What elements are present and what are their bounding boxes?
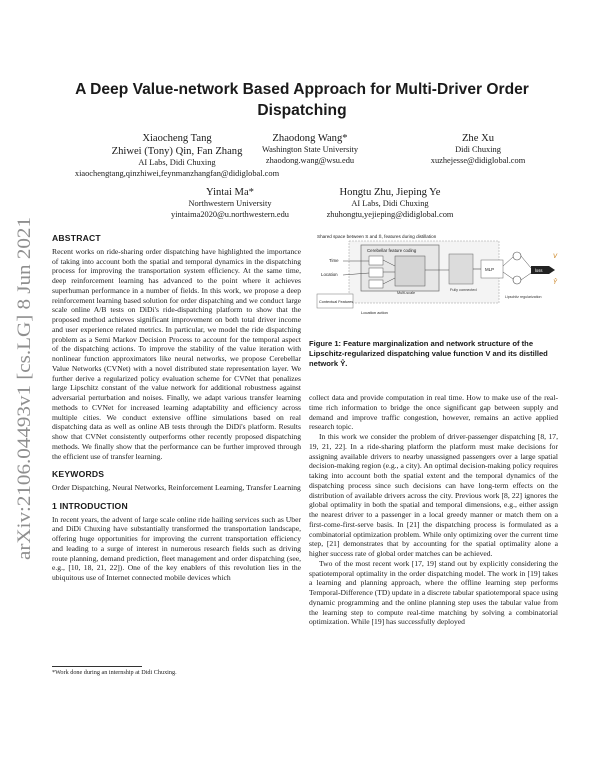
author-email: zhaodong.wang@wsu.edu	[265, 155, 355, 165]
fig-multi-label: Multi-scale	[397, 291, 416, 295]
abstract-heading: ABSTRACT	[52, 233, 101, 243]
fig-lips-label: Lipschitz regularization	[505, 295, 542, 299]
paragraph: Two of the most recent work [17, 19] stand out by explicitly considering the spatiotemporal optimality in the order dispatching model. The work in [19] takes a learning and planning approach, where the offline learning step performs Temporal-Difference (TD) update in a discrete tabular spatiotemporal space using dynamic programming and the online planning step uses the tabular value from the learning step to compute real-time matching by solving a combinatorial optimization. While [19] has successfully deployed	[309, 558, 558, 627]
author-affiliation: AI Labs, Didi Chuxing	[138, 158, 216, 167]
fig-location-action: Location action	[361, 310, 388, 315]
author-block-3	[378, 132, 578, 166]
fig-box-label: Cerebellar feature coding	[367, 248, 417, 253]
left-column	[52, 234, 301, 583]
author-email: zhuhongtu,yejieping@didiglobal.com	[326, 209, 454, 219]
keywords-text: Order Dispatching, Neural Networks, Reinforcement Learning, Transfer Learning	[52, 483, 301, 492]
author-block-5	[290, 186, 490, 220]
author-email: xuzhejesse@didiglobal.com	[430, 155, 526, 165]
author-name: Zhe Xu	[461, 133, 495, 144]
author-name: Zhaodong Wang*	[272, 133, 348, 144]
footnote: *Work done during an internship at Didi Chuxing.	[52, 669, 177, 676]
intro-heading: 1 INTRODUCTION	[52, 500, 128, 511]
fig-top-label: Shared space between S and Ŝ, features during distillation	[317, 234, 437, 239]
paragraph: collect data and provide computation in real time. How to make use of the real-time rich information to bridge the once significant gap between supply and demand and improve traffic congestion, however, remains an active applied research topic.	[309, 393, 558, 432]
author-name: Hongtu Zhu, Jieping Ye	[339, 187, 441, 198]
author-affiliation: AI Labs, Didi Chuxing	[351, 199, 429, 208]
author-affiliation: Washington State University	[261, 145, 359, 154]
fig-fc-box	[449, 254, 473, 284]
author-email: xiaochengtang,qinzhiwei,feynmanzhangfan@didiglobal.com	[74, 168, 280, 178]
fig-cell	[369, 280, 383, 288]
author-affiliation: Didi Chuxing	[455, 145, 501, 154]
author-name: Xiaocheng Tang	[142, 133, 212, 144]
paragraph: In this work we consider the problem of driver-passenger dispatching [8, 17, 19, 21, 22]. In a ride-sharing platform the platform must make decisions for assigning available drivers to nearby unassigned passengers over a large spatial decision-making region (e.g., a city). An optimal decision-making policy requires taking into account both the spatial extent and the temporal dynamics of the dispatching process since such decisions can have long-term effects on the distribution of available drivers across the city. Previous work [8, 22] ignores the global optimality in both the spatial and temporal dimensions, e.g., either assign the nearest driver to a passenger in a local greedy manner or match them on a first-come-first-serve basis. In [21] the dispatching process is formulated as a combinatorial optimization problem. While only optimizing over the current time step, [21] demonstrates that by accounting for the spatial optimality alone a higher success rate of global order matches can be achieved.	[309, 432, 558, 558]
fig-vhat-label: Ŷ	[553, 280, 558, 286]
author-block-2	[220, 132, 400, 166]
arxiv-stamp-text: arXiv:2106.04493v1 [cs.LG] 8 Jun 2021	[14, 250, 35, 560]
keywords-heading: KEYWORDS	[52, 469, 105, 480]
fig-cell	[369, 256, 383, 265]
fig-mlp-label: MLP	[485, 267, 495, 272]
figure-caption: Figure 1: Feature marginalization and network structure of the Lipschitz-regularized dispatching value function V and its distilled network Ŷ.	[309, 339, 548, 368]
fig-time-label: Time	[329, 258, 339, 263]
fig-sum-node	[513, 252, 521, 260]
figure-1	[309, 232, 561, 332]
author-email: yintaima2020@u.northwestern.edu	[171, 209, 289, 219]
fig-location-label: Location	[321, 272, 338, 277]
fig-sum-node	[513, 276, 521, 284]
fig-fc-label: Fully connected	[450, 288, 477, 292]
intro-paragraph: In recent years, the advent of large scale online ride hailing services such as Uber and DiDi Chuxing have substantially transformed the transportation landscape, offering huge opportunities for improving the current transportation efficiency and leading to a surge of interest in numerous research fields such as driving route planning, demand prediction, fleet management and order dispatching (see, e.g., [10, 18, 21, 22]). One of the key enablers of this revolution lies in the ubiquitous use of Internet connected mobile devices which	[52, 514, 301, 582]
author-name: Yintai Ma*	[206, 187, 254, 198]
author-name-2: Zhiwei (Tony) Qin, Fan Zhang	[111, 146, 243, 157]
fig-cell	[369, 268, 383, 277]
fig-context-label: Contextual Features	[319, 300, 354, 304]
fig-embed	[395, 256, 425, 286]
abstract-text: Recent works on ride-sharing order dispatching have highlighted the importance of taking into account both the spatial and temporal dynamics in the dispatching process for improving the transportation system efficiency. At the same time, deep reinforcement learning has advanced to the point where it achieves superhuman performance in a number of fields. In this work, we propose a deep reinforcement learning based solution for order dispatching and we conduct large scale online A/B tests on DiDi's ride-dispatching platform to show that the proposed method achieves significant improvement on both total driver income and user experience related metrics. In particular, we model the ride dispatching problem as a Semi Markov Decision Process to account for the temporal aspect of the dispatching actions. To improve the stability of the value iteration with nonlinear function approximators like neural networks, we propose Cerebellar Value Networks (CVNet) with a novel distributed state representation layer. We further derive a regularized policy evaluation scheme for CVNet that penalizes large Lipschitz constant of the value network for additional robustness against adversarial perturbation and noises. Finally, we adapt various transfer learning methods to CVNet for increased learning adaptability and efficiency across multiple cities. We conduct extensive offline simulations based on real dispatching data as well as online AB tests through the DiDi's platform. Results show that CVNet consistently outperforms other recently proposed dispatching methods. We finally show that the performance can be further improved through the efficient use of transfer learning.	[52, 246, 301, 461]
paper-title: A Deep Value-network Based Approach for Multi-Driver Order Dispatching	[75, 81, 529, 119]
fig-v-label: V	[553, 254, 558, 260]
fig-loss-label: loss	[535, 268, 543, 273]
author-affiliation: Northwestern University	[188, 199, 272, 208]
footnote-rule	[52, 666, 142, 667]
right-column	[309, 393, 558, 627]
arxiv-stamp	[2, 215, 42, 560]
